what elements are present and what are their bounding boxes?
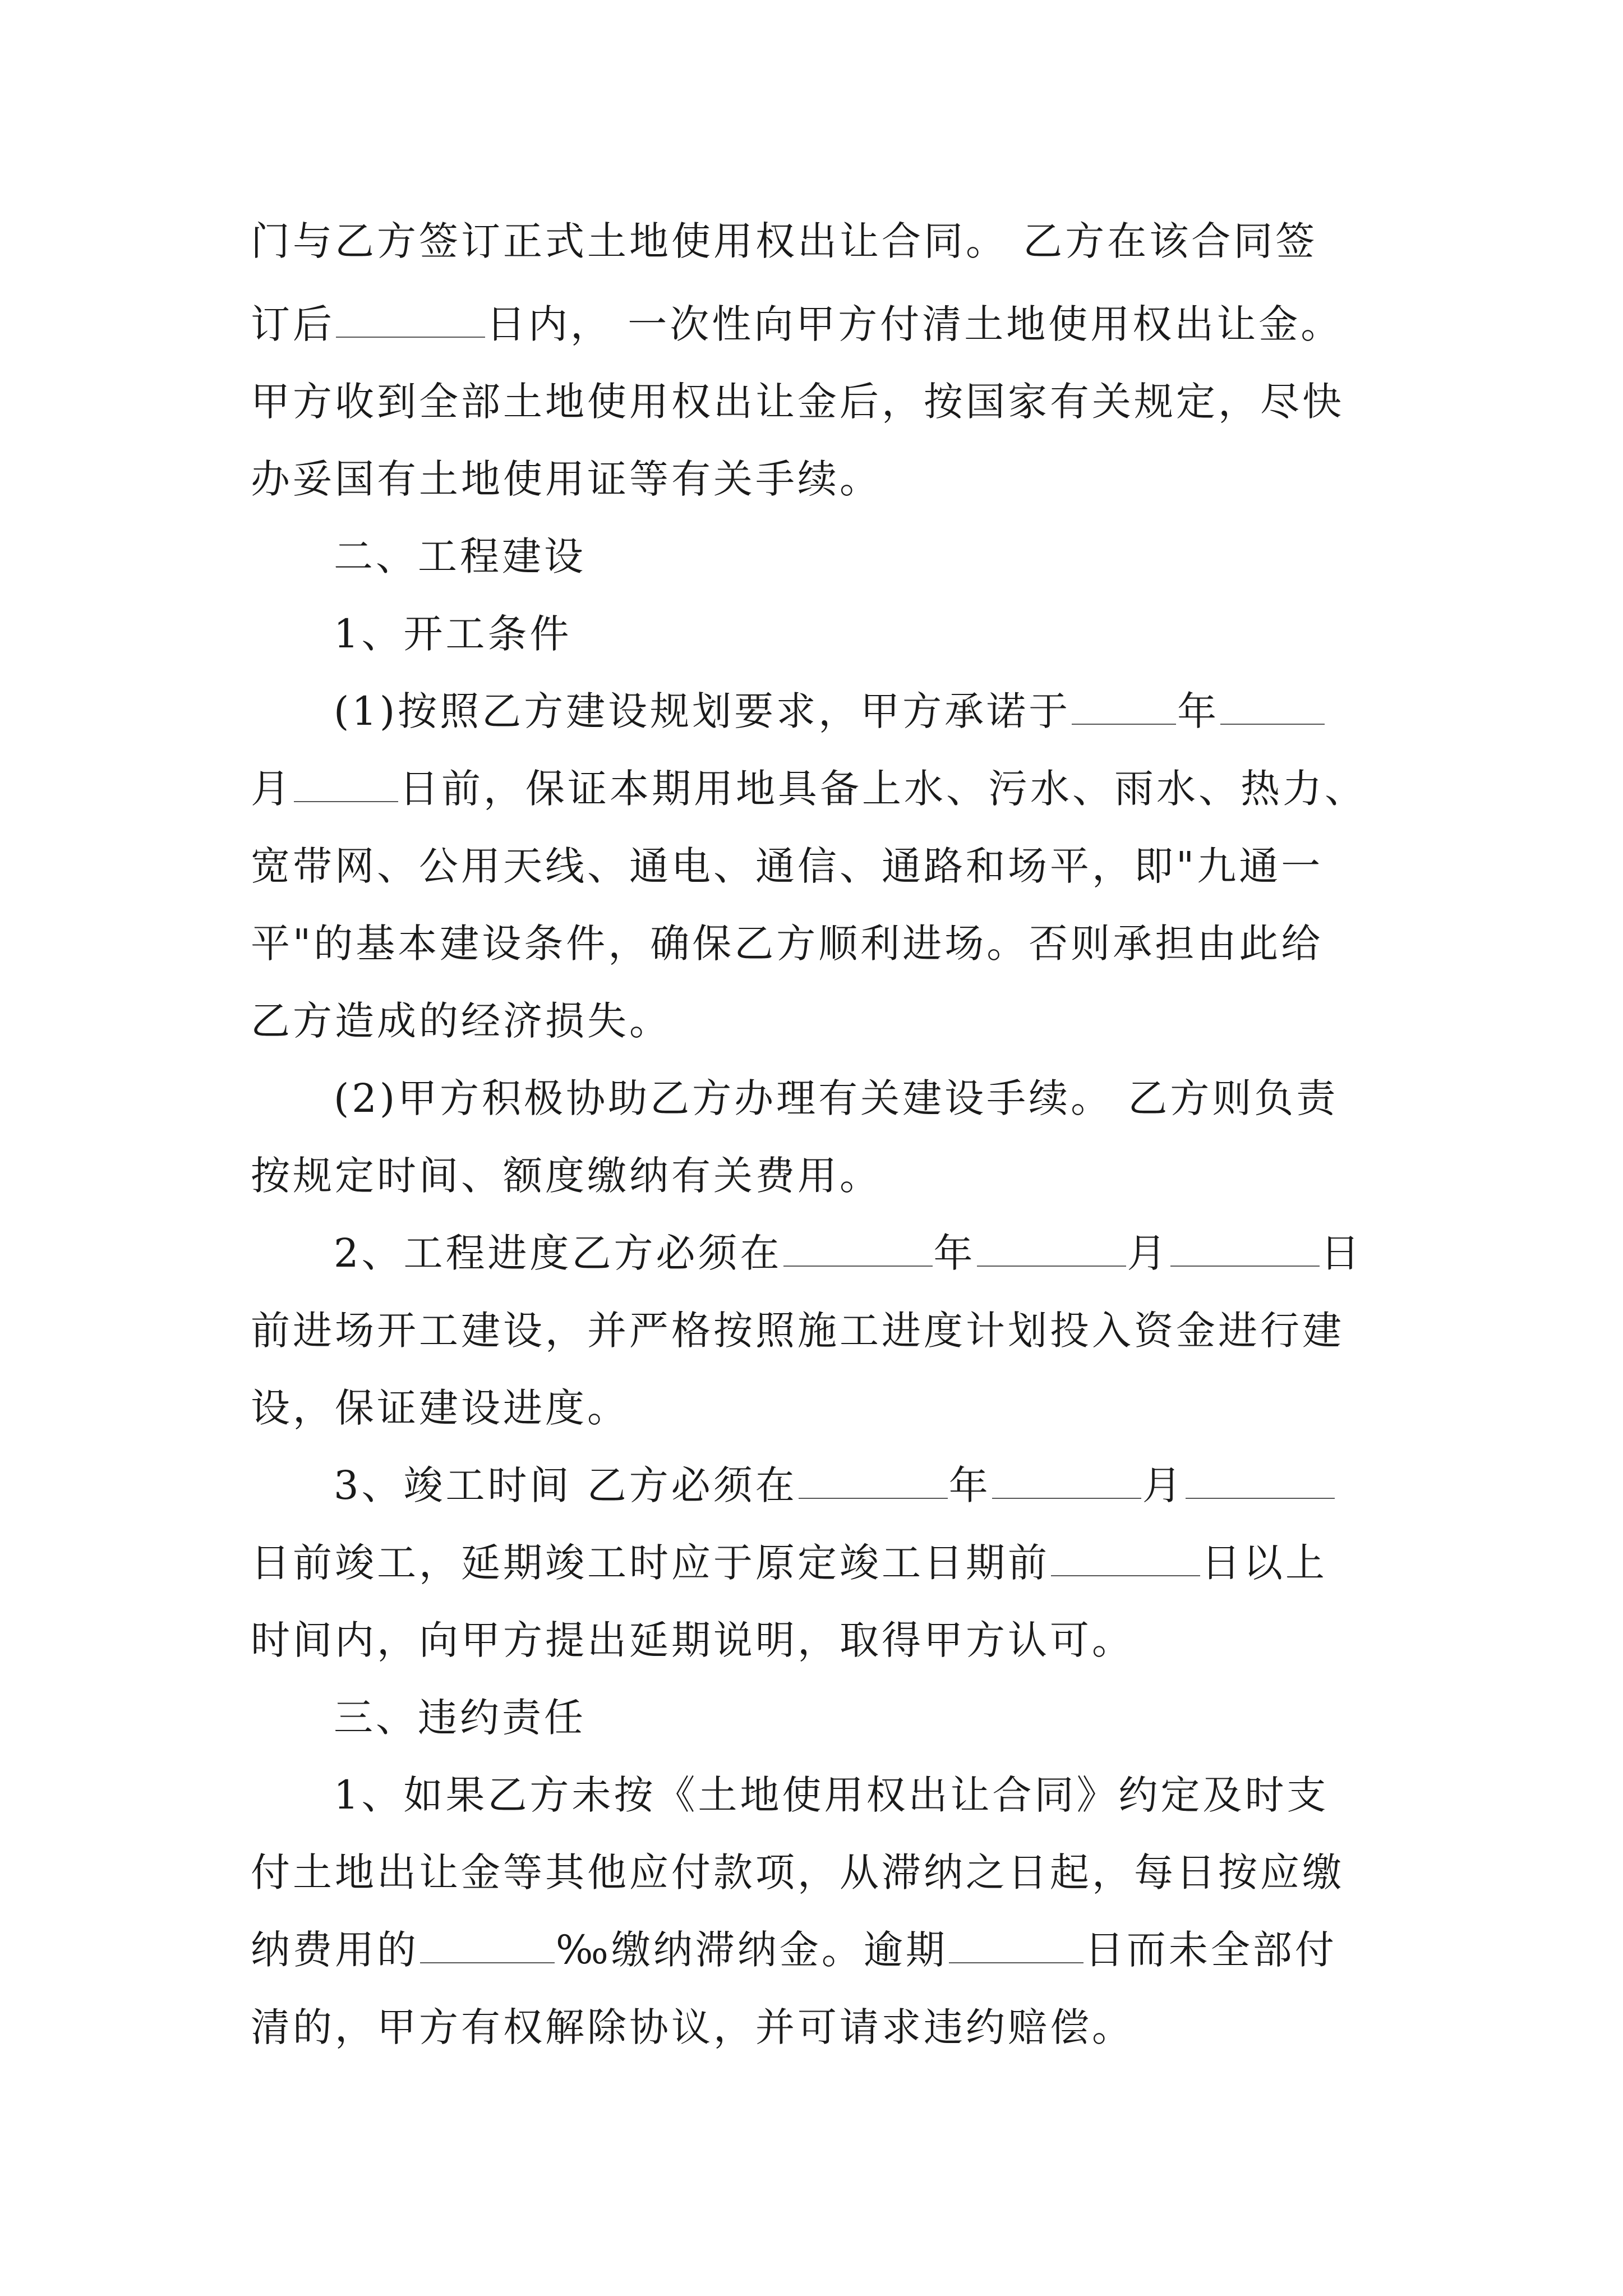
text-line: 清的，甲方有权解除协议，并可请求违约赔偿。: [251, 2004, 1134, 2050]
text-segment: 月: [1127, 1230, 1169, 1276]
text-segment: 月: [1142, 1462, 1184, 1508]
text-segment: 年: [933, 1230, 976, 1276]
text-line: 甲方收到全部土地使用权出让金后，按国家有关规定，尽快: [251, 379, 1344, 425]
text-line: 宽带网、公用天线、通电、通信、通路和场平，即"九通一: [251, 843, 1324, 889]
fill-in-blank: [977, 1231, 1126, 1267]
text-line: [251, 1922, 1337, 1978]
text-segment: 日: [1320, 1230, 1363, 1276]
text-segment: ‰缴纳滞纳金。逾期: [556, 1927, 948, 1973]
text-segment: 日前竣工，延期竣工时应于原定竣工日期前: [251, 1540, 1050, 1586]
text-line: 门与乙方签订正式土地使用权出让合同。 乙方在该合同签: [251, 218, 1318, 264]
text-line: [334, 683, 1326, 739]
fill-in-blank: [992, 1463, 1141, 1499]
text-segment: 日前，保证本期用地具备上水、污水、雨水、热力、: [399, 766, 1367, 812]
text-line: 时间内，向甲方提出延期说明，取得甲方认可。: [251, 1617, 1134, 1663]
text-line: 办妥国有土地使用证等有关手续。: [251, 456, 882, 502]
text-line: 乙方造成的经济损失。: [251, 998, 671, 1044]
fill-in-blank: [783, 1231, 933, 1267]
text-segment: 3、竣工时间 乙方必须在: [334, 1462, 797, 1508]
text-segment: (1)按照乙方建设规划要求，甲方承诺于: [334, 688, 1071, 734]
text-segment: 2、工程进度乙方必须在: [334, 1230, 782, 1276]
text-segment: 年: [948, 1462, 991, 1508]
text-line: 付土地出让金等其他应付款项，从滞纳之日起，每日按应缴: [251, 1849, 1344, 1895]
text-segment: 年: [1177, 688, 1220, 734]
fill-in-blank: [949, 1927, 1083, 1963]
text-line: 平"的基本建设条件，确保乙方顺利进场。否则承担由此给: [251, 921, 1324, 967]
text-line: [251, 761, 1367, 817]
text-line: [251, 296, 1343, 352]
subsection-heading: 1、开工条件: [334, 611, 572, 657]
fill-in-blank: [1072, 689, 1176, 725]
text-line: 设，保证建设进度。: [251, 1385, 629, 1431]
text-line: [334, 1457, 1336, 1513]
text-line: [251, 1535, 1327, 1591]
fill-in-blank: [336, 302, 485, 338]
text-segment: 日以上: [1201, 1540, 1327, 1586]
text-segment: 月: [251, 766, 293, 812]
fill-in-blank: [1186, 1463, 1335, 1499]
section-heading: 三、违约责任: [334, 1695, 586, 1741]
fill-in-blank: [799, 1463, 948, 1499]
text-segment: 日而未全部付: [1084, 1927, 1337, 1973]
section-heading: 二、工程建设: [334, 533, 586, 579]
fill-in-blank: [294, 766, 398, 802]
fill-in-blank: [1051, 1540, 1200, 1576]
fill-in-blank: [420, 1927, 555, 1963]
text-line: (2)甲方积极协助乙方办理有关建设手续。 乙方则负责: [334, 1075, 1339, 1121]
text-segment: 纳费用的: [251, 1927, 419, 1973]
text-segment: 日内， 一次性向甲方付清土地使用权出让金。: [486, 301, 1343, 347]
fill-in-blank: [1220, 689, 1325, 725]
text-line: 前进场开工建设，并严格按照施工进度计划投入资金进行建: [251, 1308, 1344, 1354]
fill-in-blank: [1170, 1231, 1320, 1267]
text-line: 按规定时间、额度缴纳有关费用。: [251, 1153, 882, 1199]
text-segment: 订后: [251, 301, 335, 347]
text-line: [334, 1225, 1363, 1281]
text-line: 1、如果乙方未按《土地使用权出让合同》约定及时支: [334, 1772, 1329, 1818]
